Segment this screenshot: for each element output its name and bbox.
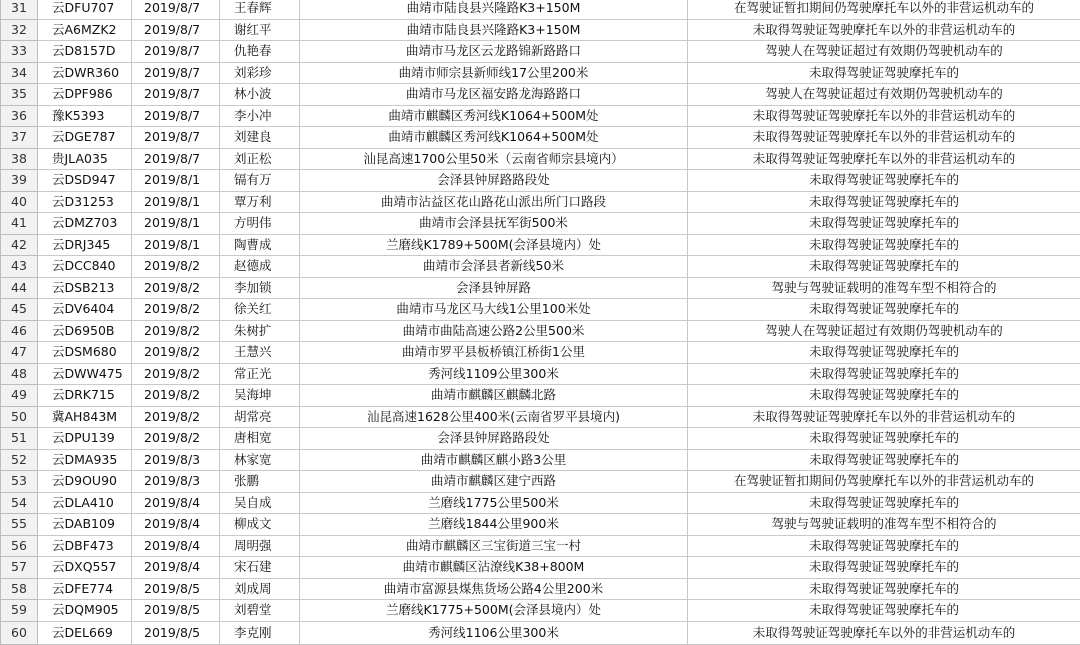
plate-number-cell[interactable]: 冀AH843M [38,406,132,428]
plate-number-cell[interactable]: 云DCC840 [38,256,132,278]
table-row [1,428,1080,450]
row-number[interactable]: 57 [1,557,38,579]
violation-cell[interactable]: 未取得驾驶证驾驶摩托车的 [688,234,1080,256]
date-cell[interactable]: 2019/8/2 [132,299,220,321]
violation-cell[interactable]: 未取得驾驶证驾驶摩托车的 [688,428,1080,450]
violation-cell[interactable]: 未取得驾驶证驾驶摩托车以外的非营运机动车的 [688,148,1080,170]
driver-name-cell[interactable]: 刘建良 [220,127,300,149]
plate-number-cell[interactable]: 云DFE774 [38,578,132,600]
plate-number-cell[interactable]: 云DSB213 [38,277,132,299]
driver-name-cell[interactable]: 徐关红 [220,299,300,321]
row-number[interactable]: 50 [1,406,38,428]
driver-name-cell[interactable]: 宋石建 [220,557,300,579]
violation-cell[interactable]: 未取得驾驶证驾驶摩托车的 [688,449,1080,471]
violation-cell[interactable]: 驾驶人在驾驶证超过有效期仍驾驶机动车的 [688,320,1080,342]
row-number[interactable]: 56 [1,535,38,557]
date-cell[interactable]: 2019/8/2 [132,363,220,385]
violation-cell[interactable]: 未取得驾驶证驾驶摩托车以外的非营运机动车的 [688,105,1080,127]
plate-number-cell[interactable]: 云DSM680 [38,342,132,364]
location-cell[interactable]: 兰磨线1844公里900米 [300,514,688,536]
violation-cell[interactable]: 驾驶与驾驶证载明的准驾车型不相符合的 [688,514,1080,536]
date-cell[interactable]: 2019/8/7 [132,0,220,19]
driver-name-cell[interactable]: 王慧兴 [220,342,300,364]
violation-cell[interactable]: 未取得驾驶证驾驶摩托车以外的非营运机动车的 [688,406,1080,428]
date-cell[interactable]: 2019/8/5 [132,578,220,600]
plate-number-cell[interactable]: 贵JLA035 [38,148,132,170]
plate-number-cell[interactable]: 云D9OU90 [38,471,132,493]
date-cell[interactable]: 2019/8/7 [132,41,220,63]
plate-number-cell[interactable]: 云DXQ557 [38,557,132,579]
driver-name-cell[interactable]: 胡常亮 [220,406,300,428]
plate-number-cell[interactable]: 云DPU139 [38,428,132,450]
location-cell[interactable]: 曲靖市麒麟区秀河线K1064+500M处 [300,105,688,127]
table-row [1,105,1080,127]
date-cell[interactable]: 2019/8/3 [132,449,220,471]
row-number[interactable]: 53 [1,471,38,493]
driver-name-cell[interactable]: 刘碧堂 [220,600,300,622]
table-row [1,170,1080,192]
plate-number-cell[interactable]: 云DEL669 [38,621,132,644]
location-cell[interactable]: 汕昆高速1700公里50米（云南省师宗县境内） [300,148,688,170]
row-number[interactable]: 58 [1,578,38,600]
date-cell[interactable]: 2019/8/1 [132,234,220,256]
location-cell[interactable]: 曲靖市富源县煤焦货场公路4公里200米 [300,578,688,600]
date-cell[interactable]: 2019/8/4 [132,514,220,536]
plate-number-cell[interactable]: 云DBF473 [38,535,132,557]
plate-number-cell[interactable]: 云D6950B [38,320,132,342]
row-number[interactable]: 40 [1,191,38,213]
driver-name-cell[interactable]: 李加锁 [220,277,300,299]
location-cell[interactable]: 曲靖市麒麟区三宝街道三宝一村 [300,535,688,557]
driver-name-cell[interactable]: 刘彩珍 [220,62,300,84]
date-cell[interactable]: 2019/8/7 [132,105,220,127]
location-cell[interactable]: 秀河线1109公里300米 [300,363,688,385]
location-cell[interactable]: 曲靖市马龙区马大线1公里100米处 [300,299,688,321]
plate-number-cell[interactable]: 云DAB109 [38,514,132,536]
driver-name-cell[interactable]: 仇艳春 [220,41,300,63]
table-row [1,342,1080,364]
location-cell[interactable]: 会泽县钟屏路路段处 [300,428,688,450]
row-number[interactable]: 48 [1,363,38,385]
violation-cell[interactable]: 在驾驶证暂扣期间仍驾驶摩托车以外的非营运机动车的 [688,0,1080,19]
table-row [1,600,1080,622]
driver-name-cell[interactable]: 王春辉 [220,0,300,19]
date-cell[interactable]: 2019/8/1 [132,213,220,235]
violation-cell[interactable]: 未取得驾驶证驾驶摩托车以外的非营运机动车的 [688,127,1080,149]
date-cell[interactable]: 2019/8/7 [132,84,220,106]
date-cell[interactable]: 2019/8/5 [132,600,220,622]
driver-name-cell[interactable]: 林家宽 [220,449,300,471]
violation-cell[interactable]: 未取得驾驶证驾驶摩托车的 [688,600,1080,622]
violation-cell[interactable]: 在驾驶证暂扣期间仍驾驶摩托车以外的非营运机动车的 [688,471,1080,493]
row-number[interactable]: 35 [1,84,38,106]
driver-name-cell[interactable]: 吴自成 [220,492,300,514]
date-cell[interactable]: 2019/8/2 [132,385,220,407]
table-row [1,514,1080,536]
plate-number-cell[interactable]: 云D31253 [38,191,132,213]
table-row [1,256,1080,278]
violation-cell[interactable]: 驾驶人在驾驶证超过有效期仍驾驶机动车的 [688,41,1080,63]
driver-name-cell[interactable]: 常正光 [220,363,300,385]
driver-name-cell[interactable]: 刘正松 [220,148,300,170]
table-row [1,471,1080,493]
violation-cell[interactable]: 未取得驾驶证驾驶摩托车的 [688,62,1080,84]
plate-number-cell[interactable]: 云DMZ703 [38,213,132,235]
violation-cell[interactable]: 未取得驾驶证驾驶摩托车的 [688,578,1080,600]
row-number[interactable]: 39 [1,170,38,192]
plate-number-cell[interactable]: 云D8157D [38,41,132,63]
row-number[interactable]: 36 [1,105,38,127]
date-cell[interactable]: 2019/8/1 [132,191,220,213]
driver-name-cell[interactable]: 李小冲 [220,105,300,127]
row-number[interactable]: 59 [1,600,38,622]
location-cell[interactable]: 曲靖市会泽县抚军街500米 [300,213,688,235]
plate-number-cell[interactable]: 云DQM905 [38,600,132,622]
driver-name-cell[interactable]: 谢红平 [220,19,300,41]
date-cell[interactable]: 2019/8/2 [132,428,220,450]
driver-name-cell[interactable]: 刘成周 [220,578,300,600]
row-number[interactable]: 60 [1,621,38,644]
row-number[interactable]: 41 [1,213,38,235]
date-cell[interactable]: 2019/8/7 [132,148,220,170]
location-cell[interactable]: 曲靖市麒麟区沾潦线K38+800M [300,557,688,579]
date-cell[interactable]: 2019/8/2 [132,277,220,299]
location-cell[interactable]: 曲靖市沾益区花山路花山派出所门口路段 [300,191,688,213]
violation-cell[interactable]: 未取得驾驶证驾驶摩托车的 [688,535,1080,557]
table-row [1,385,1080,407]
date-cell[interactable]: 2019/8/7 [132,19,220,41]
date-cell[interactable]: 2019/8/7 [132,127,220,149]
table-row [1,449,1080,471]
plate-number-cell[interactable]: 云DSD947 [38,170,132,192]
row-number[interactable]: 31 [1,0,38,19]
table-row [1,191,1080,213]
location-cell[interactable]: 兰磨线K1775+500M(会泽县境内）处 [300,600,688,622]
driver-name-cell[interactable]: 方明伟 [220,213,300,235]
driver-name-cell[interactable]: 赵德成 [220,256,300,278]
violation-cell[interactable]: 未取得驾驶证驾驶摩托车的 [688,170,1080,192]
violation-cell[interactable]: 未取得驾驶证驾驶摩托车的 [688,191,1080,213]
date-cell[interactable]: 2019/8/5 [132,621,220,644]
table-row [1,0,1080,19]
violation-cell[interactable]: 未取得驾驶证驾驶摩托车的 [688,342,1080,364]
violation-cell[interactable]: 未取得驾驶证驾驶摩托车的 [688,492,1080,514]
location-cell[interactable]: 会泽县钟屏路 [300,277,688,299]
violation-cell[interactable]: 未取得驾驶证驾驶摩托车以外的非营运机动车的 [688,621,1080,644]
table-row [1,621,1080,644]
plate-number-cell[interactable]: 云DMA935 [38,449,132,471]
location-cell[interactable]: 曲靖市马龙区云龙路锦新路路口 [300,41,688,63]
plate-number-cell[interactable]: 云DRK715 [38,385,132,407]
driver-name-cell[interactable]: 覃万利 [220,191,300,213]
plate-number-cell[interactable]: 云DGE787 [38,127,132,149]
location-cell[interactable]: 兰磨线K1789+500M(会泽县境内）处 [300,234,688,256]
row-number[interactable]: 49 [1,385,38,407]
violation-cell[interactable]: 未取得驾驶证驾驶摩托车的 [688,557,1080,579]
table-row [1,213,1080,235]
date-cell[interactable]: 2019/8/7 [132,62,220,84]
driver-name-cell[interactable]: 周明强 [220,535,300,557]
violation-cell[interactable]: 驾驶人在驾驶证超过有效期仍驾驶机动车的 [688,84,1080,106]
plate-number-cell[interactable]: 云A6MZK2 [38,19,132,41]
date-cell[interactable]: 2019/8/4 [132,535,220,557]
row-number[interactable]: 55 [1,514,38,536]
violation-cell[interactable]: 驾驶与驾驶证载明的准驾车型不相符合的 [688,277,1080,299]
row-number[interactable]: 54 [1,492,38,514]
row-number[interactable]: 51 [1,428,38,450]
plate-number-cell[interactable]: 豫K5393 [38,105,132,127]
violation-cell[interactable]: 未取得驾驶证驾驶摩托车以外的非营运机动车的 [688,19,1080,41]
violation-cell[interactable]: 未取得驾驶证驾驶摩托车的 [688,299,1080,321]
table-row [1,234,1080,256]
plate-number-cell[interactable]: 云DFU707 [38,0,132,19]
table-row [1,41,1080,63]
violation-cell[interactable]: 未取得驾驶证驾驶摩托车的 [688,385,1080,407]
date-cell[interactable]: 2019/8/3 [132,471,220,493]
driver-name-cell[interactable]: 陶曹成 [220,234,300,256]
location-cell[interactable]: 曲靖市麒麟区麒麟北路 [300,385,688,407]
driver-name-cell[interactable]: 唐相宽 [220,428,300,450]
location-cell[interactable]: 秀河线1106公里300米 [300,621,688,644]
date-cell[interactable]: 2019/8/2 [132,320,220,342]
violation-cell[interactable]: 未取得驾驶证驾驶摩托车的 [688,363,1080,385]
row-number[interactable]: 38 [1,148,38,170]
location-cell[interactable]: 曲靖市陆良县兴隆路K3+150M [300,19,688,41]
table-row [1,277,1080,299]
date-cell[interactable]: 2019/8/1 [132,170,220,192]
row-number[interactable]: 45 [1,299,38,321]
date-cell[interactable]: 2019/8/2 [132,256,220,278]
violation-cell[interactable]: 未取得驾驶证驾驶摩托车的 [688,256,1080,278]
table-row [1,320,1080,342]
row-number[interactable]: 33 [1,41,38,63]
plate-number-cell[interactable]: 云DLA410 [38,492,132,514]
table-row [1,299,1080,321]
plate-number-cell[interactable]: 云DWW475 [38,363,132,385]
table-row [1,19,1080,41]
table-row [1,492,1080,514]
driver-name-cell[interactable]: 张鹏 [220,471,300,493]
plate-number-cell[interactable]: 云DV6404 [38,299,132,321]
date-cell[interactable]: 2019/8/4 [132,492,220,514]
table-row [1,535,1080,557]
row-number[interactable]: 37 [1,127,38,149]
row-number[interactable]: 34 [1,62,38,84]
row-number[interactable]: 42 [1,234,38,256]
table-row [1,406,1080,428]
row-number[interactable]: 46 [1,320,38,342]
row-number[interactable]: 32 [1,19,38,41]
row-number[interactable]: 43 [1,256,38,278]
plate-number-cell[interactable]: 云DPF986 [38,84,132,106]
location-cell[interactable]: 曲靖市麒麟区秀河线K1064+500M处 [300,127,688,149]
location-cell[interactable]: 会泽县钟屏路路段处 [300,170,688,192]
location-cell[interactable]: 兰磨线1775公里500米 [300,492,688,514]
spreadsheet-body [1,0,1080,644]
table-row [1,363,1080,385]
location-cell[interactable]: 曲靖市师宗县新师线17公里200米 [300,62,688,84]
date-cell[interactable]: 2019/8/2 [132,342,220,364]
plate-number-cell[interactable]: 云DRJ345 [38,234,132,256]
location-cell[interactable]: 曲靖市麒麟区建宁西路 [300,471,688,493]
driver-name-cell[interactable]: 镉有万 [220,170,300,192]
driver-name-cell[interactable]: 李克刚 [220,621,300,644]
location-cell[interactable]: 曲靖市陆良县兴隆路K3+150M [300,0,688,19]
driver-name-cell[interactable]: 吴海坤 [220,385,300,407]
table-row [1,148,1080,170]
driver-name-cell[interactable]: 林小波 [220,84,300,106]
location-cell[interactable]: 曲靖市罗平县板桥镇江桥街1公里 [300,342,688,364]
driver-name-cell[interactable]: 柳成文 [220,514,300,536]
table-row [1,62,1080,84]
location-cell[interactable]: 曲靖市会泽县者新线50米 [300,256,688,278]
table-row [1,127,1080,149]
row-number[interactable]: 44 [1,277,38,299]
location-cell[interactable]: 汕昆高速1628公里400米(云南省罗平县境内) [300,406,688,428]
table-row [1,578,1080,600]
table-row [1,557,1080,579]
driver-name-cell[interactable]: 朱树扩 [220,320,300,342]
row-number[interactable]: 52 [1,449,38,471]
plate-number-cell[interactable]: 云DWR360 [38,62,132,84]
violation-cell[interactable]: 未取得驾驶证驾驶摩托车的 [688,213,1080,235]
location-cell[interactable]: 曲靖市麒麟区麒小路3公里 [300,449,688,471]
location-cell[interactable]: 曲靖市曲陆高速公路2公里500米 [300,320,688,342]
row-number[interactable]: 47 [1,342,38,364]
date-cell[interactable]: 2019/8/2 [132,406,220,428]
table-row [1,84,1080,106]
location-cell[interactable]: 曲靖市马龙区福安路龙海路路口 [300,84,688,106]
date-cell[interactable]: 2019/8/4 [132,557,220,579]
